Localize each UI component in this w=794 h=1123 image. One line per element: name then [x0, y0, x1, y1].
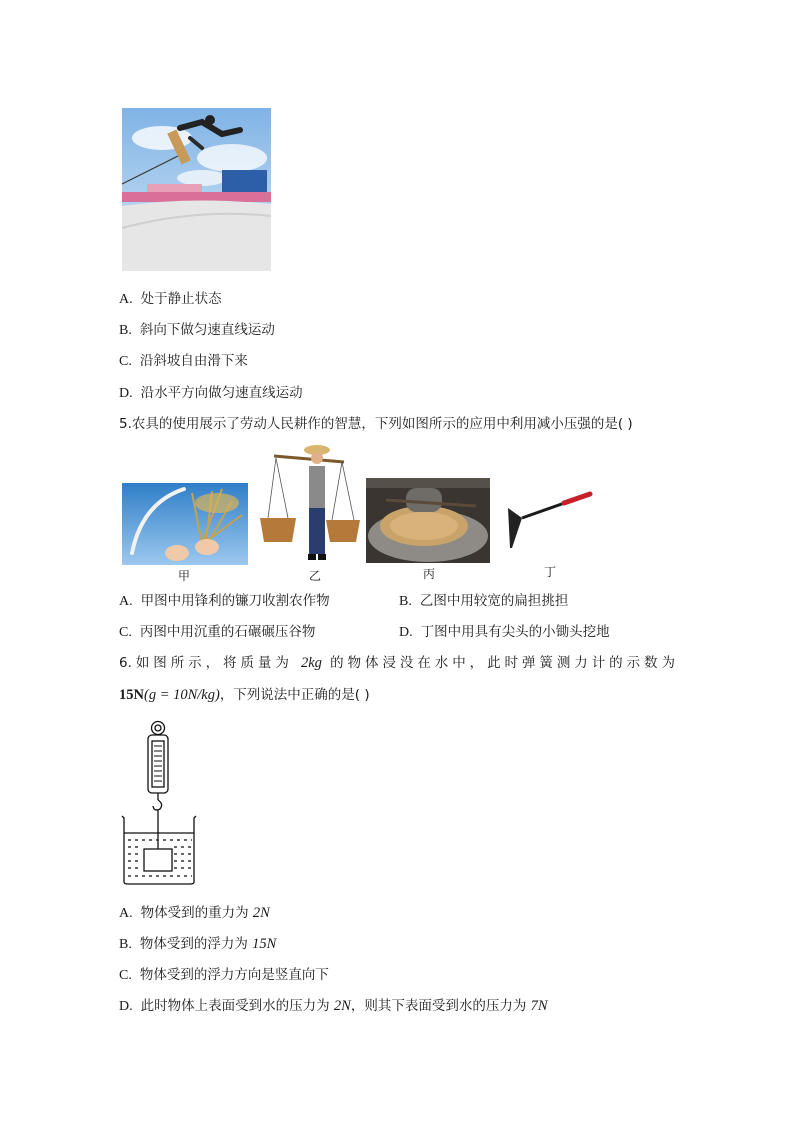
q4-option-b: [119, 320, 275, 341]
option-letter: B.: [119, 937, 132, 952]
option-letter: D.: [119, 386, 133, 401]
stem-text: 6.如图所示，将质量为: [119, 655, 293, 671]
stone-mill-photo: [366, 478, 490, 563]
option-text: 物体受到的浮力方向是竖直向下: [139, 967, 329, 983]
caption-bing: 丙: [423, 567, 436, 581]
g-expression: (g = 10N/kg): [143, 687, 220, 703]
q6-option-d: [119, 996, 548, 1017]
option-letter: A.: [119, 292, 133, 307]
carrying-pole-photo: [256, 444, 360, 565]
q4-option-d: [119, 383, 303, 404]
option-text: ，则其下表面受到水的压力为: [350, 998, 531, 1014]
option-letter: C.: [119, 968, 132, 983]
stem-text: ，下列说法中正确的是( ): [219, 687, 370, 703]
q6-stem-line1: [119, 653, 675, 673]
option-letter: A.: [119, 594, 133, 609]
caption-jia: 甲: [178, 569, 191, 583]
option-value: 7N: [530, 998, 548, 1014]
option-letter: D.: [399, 625, 413, 640]
q5-option-a: [119, 591, 330, 612]
q6-option-b: [119, 934, 276, 955]
option-letter: C.: [119, 625, 132, 640]
q5-option-b: [399, 591, 568, 612]
q4-option-a: [119, 289, 222, 310]
option-text: 处于静止状态: [140, 291, 222, 307]
q6-option-c: [119, 965, 329, 986]
q6-stem-line2: [119, 685, 370, 705]
option-text: 斜向下做匀速直线运动: [139, 322, 275, 338]
option-text: 丁图中用具有尖头的小锄头挖地: [420, 624, 610, 640]
option-value: 2N: [252, 905, 270, 921]
q4-option-c: [119, 351, 248, 372]
option-letter: C.: [119, 354, 132, 369]
caption-ding: 丁: [544, 565, 557, 579]
option-text: 物体受到的浮力为: [139, 936, 253, 952]
mass-value: 2kg: [301, 655, 322, 671]
stem-text: 的物体浸没在水中，此时弹簧测力计的示数为: [330, 655, 675, 671]
q5-stem: 5.农具的使用展示了劳动人民耕作的智慧，下列如图所示的应用中利用减小压强的是( ): [119, 416, 633, 432]
option-value: 15N: [252, 936, 277, 952]
spring-scale-beaker-diagram: [120, 720, 200, 886]
option-letter: A.: [119, 906, 133, 921]
caption-yi: 乙: [309, 569, 322, 583]
option-text: 甲图中用锋利的镰刀收割农作物: [140, 593, 330, 609]
q5-option-d: [399, 622, 610, 643]
hoe-image: [502, 488, 594, 552]
option-letter: B.: [119, 323, 132, 338]
option-text: 沿水平方向做匀速直线运动: [140, 385, 303, 401]
option-text: 丙图中用沉重的石碾碾压谷物: [139, 624, 316, 640]
option-letter: B.: [399, 594, 412, 609]
sickle-photo: [122, 483, 248, 565]
skateboard-photo: [122, 108, 271, 271]
option-text: 物体受到的重力为: [140, 905, 253, 921]
option-value: 2N: [333, 998, 351, 1014]
reading-value: 15N: [119, 687, 144, 703]
q6-option-a: [119, 903, 270, 924]
option-letter: D.: [119, 999, 133, 1014]
option-text: 乙图中用较宽的扁担挑担: [419, 593, 569, 609]
q5-option-c: [119, 622, 315, 643]
option-text: 此时物体上表面受到水的压力为: [140, 998, 334, 1014]
option-text: 沿斜坡自由滑下来: [139, 353, 248, 369]
